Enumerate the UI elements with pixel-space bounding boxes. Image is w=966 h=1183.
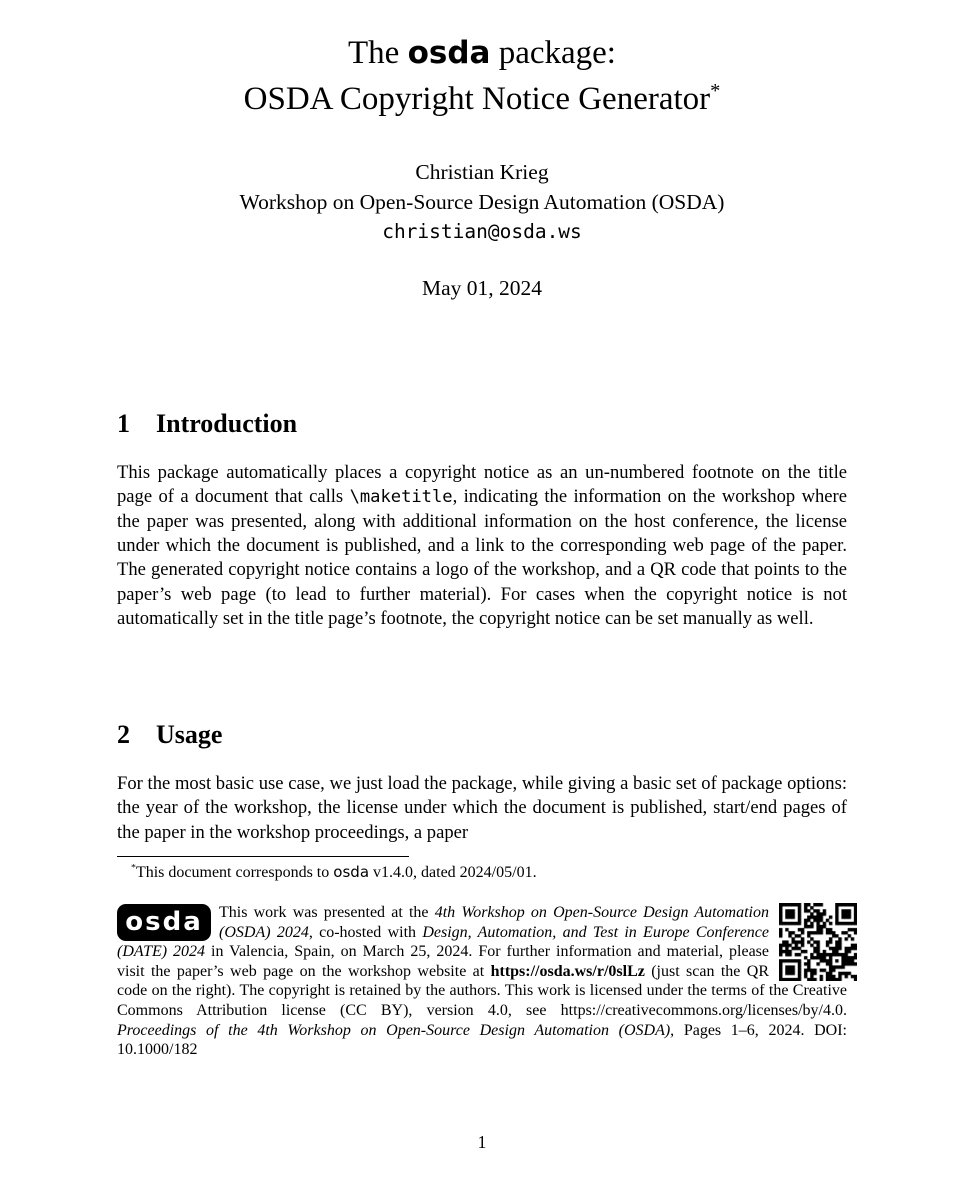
maketitle-command: \maketitle <box>349 487 453 508</box>
paper-title <box>117 30 847 122</box>
author-affiliation: Workshop on Open-Source Design Automation (OSDA) <box>239 189 725 214</box>
paper-title-line1 <box>117 30 847 76</box>
package-name: osda <box>407 35 491 71</box>
section-number: 1 <box>117 409 130 438</box>
text-segment: v1.4.0, dated 2024/05/01. <box>369 864 537 881</box>
copyright-notice-text <box>117 904 847 1058</box>
qr-code <box>779 903 857 981</box>
section-title: Introduction <box>156 409 298 438</box>
version-footnote <box>117 862 847 883</box>
title-footnote-marker: * <box>710 80 721 102</box>
cc-license-link[interactable]: https://creativecommons.org/licenses/by/4.0 <box>560 1001 843 1019</box>
author-email: christian@osda.ws <box>382 220 582 243</box>
text-segment: (just scan the QR code on the right). The copyright is retained by the authors. This work is licensed under the terms of the Creative Commons Attribution license (CC BY), version 4.0, see <box>117 962 847 1019</box>
author-name: Christian Krieg <box>415 160 549 184</box>
paper-url-link[interactable]: https://osda.ws/r/0slLz <box>490 962 645 980</box>
text-segment: . <box>843 1001 847 1019</box>
footnote-marker: * <box>131 862 136 874</box>
copyright-notice <box>117 903 847 1060</box>
section-title: Usage <box>156 720 223 749</box>
paper-date: May 01, 2024 <box>421 276 543 300</box>
text-segment: For the most basic use case, we just load the package, while giving a basic set of package options: the year of the workshop, the license under which the document is published, start/end pages of the paper in the workshop proceedings, a paper <box>117 773 847 843</box>
text-segment: This work was presented at the <box>219 904 435 921</box>
section-heading-usage <box>117 720 847 750</box>
package-name: osda <box>333 863 370 881</box>
osda-logo <box>117 904 211 941</box>
text-segment: , indicating the information on the workshop where the paper was presented, along with additional information on the host conference, the license under which the document is published, and a link to the corresponding web page of the paper. The generated copyright notice contains a logo of the workshop, and a QR code that points to the paper’s web page (to lead to further material). For cases when the copyright notice is not automatically set in the title page’s footnote, the copyright notice can be set manually as well. <box>117 486 847 630</box>
text-segment: This package automatically places a copyright notice as an un-numbered footnote on the title page of a document that calls <box>117 462 847 508</box>
text-segment: in Valencia, Spain, on March 25, 2024. For further information and material, please visit the paper’s web page on the workshop website at <box>117 943 769 980</box>
footnote-rule <box>117 856 409 857</box>
author-block <box>117 158 847 247</box>
text-segment: OSDA Copyright Notice Generator <box>243 81 711 117</box>
text-segment: 4th Workshop on Open-Source Design Automation (OSDA) 2024 <box>219 904 769 941</box>
section-heading-introduction <box>117 409 847 439</box>
text-segment: Design, Automation, and Test in Europe Conference (DATE) 2024 <box>117 923 769 961</box>
text-segment: Proceedings of the 4th Workshop on Open-Source Design Automation (OSDA) <box>117 1021 671 1039</box>
text-segment: , co-hosted with <box>308 923 423 941</box>
text-segment: This document corresponds to <box>135 864 334 881</box>
paper-title-line2 <box>117 76 847 122</box>
text-segment: , Pages 1–6, 2024. DOI: 10.1000/182 <box>117 1021 847 1059</box>
text-segment: package: <box>490 35 616 71</box>
text-segment: The <box>348 35 408 71</box>
introduction-paragraph <box>117 461 847 631</box>
page-number: 1 <box>477 1132 487 1152</box>
section-number: 2 <box>117 720 130 749</box>
osda-logo-text: osda <box>125 906 203 937</box>
usage-paragraph <box>117 772 847 845</box>
